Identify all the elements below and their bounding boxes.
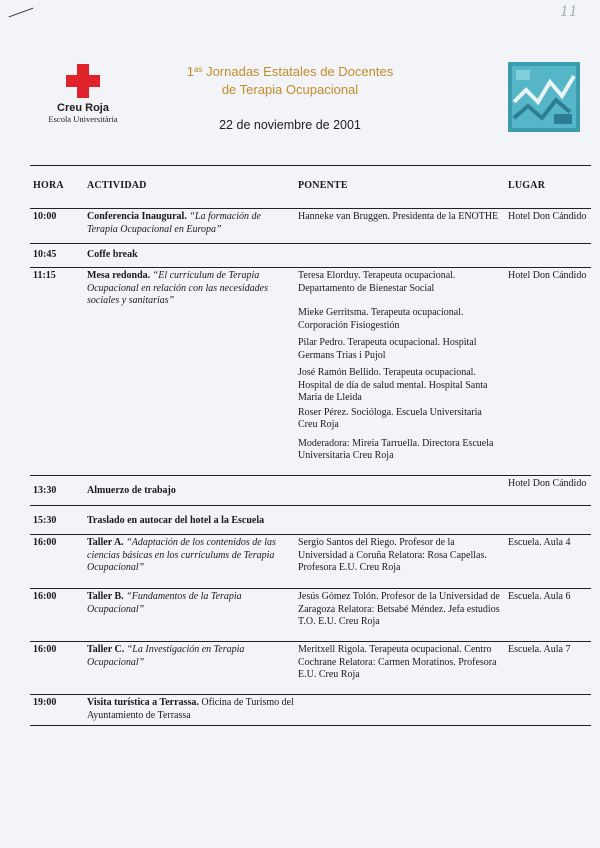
row-speaker: Sergio Santos del Riego. Profesor de la Universidad a Coruña Relatora: Rosa Capellas. Profesora E.U. Creu Roja	[298, 537, 487, 573]
col-hora: HORA	[33, 180, 64, 191]
row-time: 11:15	[33, 270, 56, 281]
table-row	[30, 534, 591, 588]
col-ponente: PONENTE	[298, 180, 348, 191]
row-place: Hotel Don Cándido	[508, 270, 587, 281]
row-activity: Conferencia Inaugural. “La formación de Terapia Ocupacional en Europa”	[87, 211, 261, 235]
row-time: 16:00	[33, 644, 57, 655]
col-actividad: ACTIVIDAD	[87, 180, 147, 191]
title-line1: Jornadas Estatales de Docentes	[202, 64, 394, 79]
red-cross-icon	[66, 64, 100, 98]
table-row	[30, 208, 591, 243]
table-row	[30, 694, 591, 725]
row-activity: Visita turística a Terrassa. Oficina de Turismo del Ayuntamiento de Terrassa	[87, 697, 294, 721]
row-place: Hotel Don Cándido	[508, 478, 587, 489]
table-row	[30, 505, 591, 534]
row-time: 16:00	[33, 537, 57, 548]
table-row	[30, 588, 591, 641]
row-activity: Taller A. “Adaptación de los contenidos de las ciencias básicas en los currículums de Terapia Ocupacional”	[87, 537, 276, 573]
row-activity: Coffe break	[87, 249, 138, 260]
row-speakers: Teresa Elorduy. Terapeuta ocupacional. Departamento de Bienestar Social Mieke Gerritsma. Terapeuta ocupacional. Corporación Fisiogestión Pilar Pedro. Terapeuta ocupacional. Hospital Germans Trias i Pujol José Ramón Bellido. Terapeuta ocupacional. Hospital de día de salud mental. Hospital Santa María de Lleida Roser Pérez. Socióloga. Escuela Universitaria Creu Roja Moderadora: Mireia Tarruella. Directora Escuela Universitaria Creu Roja	[298, 270, 494, 461]
row-time: 15:30	[33, 515, 57, 526]
event-date: 22 de noviembre de 2001	[219, 118, 361, 132]
table-row	[30, 243, 591, 267]
row-time: 19:00	[33, 697, 57, 708]
title-line2: de Terapia Ocupacional	[221, 82, 359, 97]
row-place: Hotel Don Cándido	[508, 211, 587, 222]
row-activity: Taller C. “La Investigación en Terapia Ocupacional”	[87, 644, 245, 668]
row-activity: Taller B. “Fundamentos de la Terapia Ocupacional”	[87, 591, 242, 615]
org-name: Creu Roja	[57, 102, 109, 114]
jornadas-logo-icon	[508, 62, 580, 132]
table-header	[30, 166, 591, 208]
row-time: 10:00	[33, 211, 57, 222]
row-activity: Mesa redonda. “El currículum de Terapia Ocupacional en relación con las necesidades sociales y sanitarias”	[87, 270, 268, 306]
row-activity: Traslado en autocar del hotel a la Escuela	[87, 515, 265, 526]
title-ordinal: 1	[186, 64, 194, 79]
title-ordinal-sup: as	[194, 65, 203, 74]
row-speaker: Meritxell Rigola. Terapeuta ocupacional. Centro Cochrane Relatora: Carmen Moratinos. Profesora E.U. Creu Roja	[298, 644, 497, 680]
event-title	[150, 63, 430, 99]
org-subtitle: Escola Universitària	[48, 114, 118, 124]
row-time: 13:30	[33, 485, 57, 496]
row-time: 10:45	[33, 249, 57, 260]
table-row	[30, 267, 591, 475]
row-place: Escuela. Aula 6	[508, 591, 571, 602]
row-speaker: Jesús Gómez Tolón. Profesor de la Universidad de Zaragoza Relatora: Betsabé Méndez. Jefa estudios T.O. E.U. Creu Roja	[298, 591, 500, 627]
row-place: Escuela. Aula 4	[508, 537, 571, 548]
schedule-table	[30, 165, 591, 726]
col-lugar: LUGAR	[508, 180, 546, 191]
row-place: Escuela. Aula 7	[508, 644, 571, 655]
row-time: 16:00	[33, 591, 57, 602]
row-activity: Almuerzo de trabajo	[87, 485, 176, 496]
table-row	[30, 475, 591, 505]
creu-roja-logo	[40, 64, 126, 124]
page-number: 11	[560, 4, 578, 20]
pen-mark	[9, 8, 34, 18]
row-speaker: Hanneke van Bruggen. Presidenta de la ENOTHE	[298, 211, 499, 222]
table-row	[30, 641, 591, 694]
